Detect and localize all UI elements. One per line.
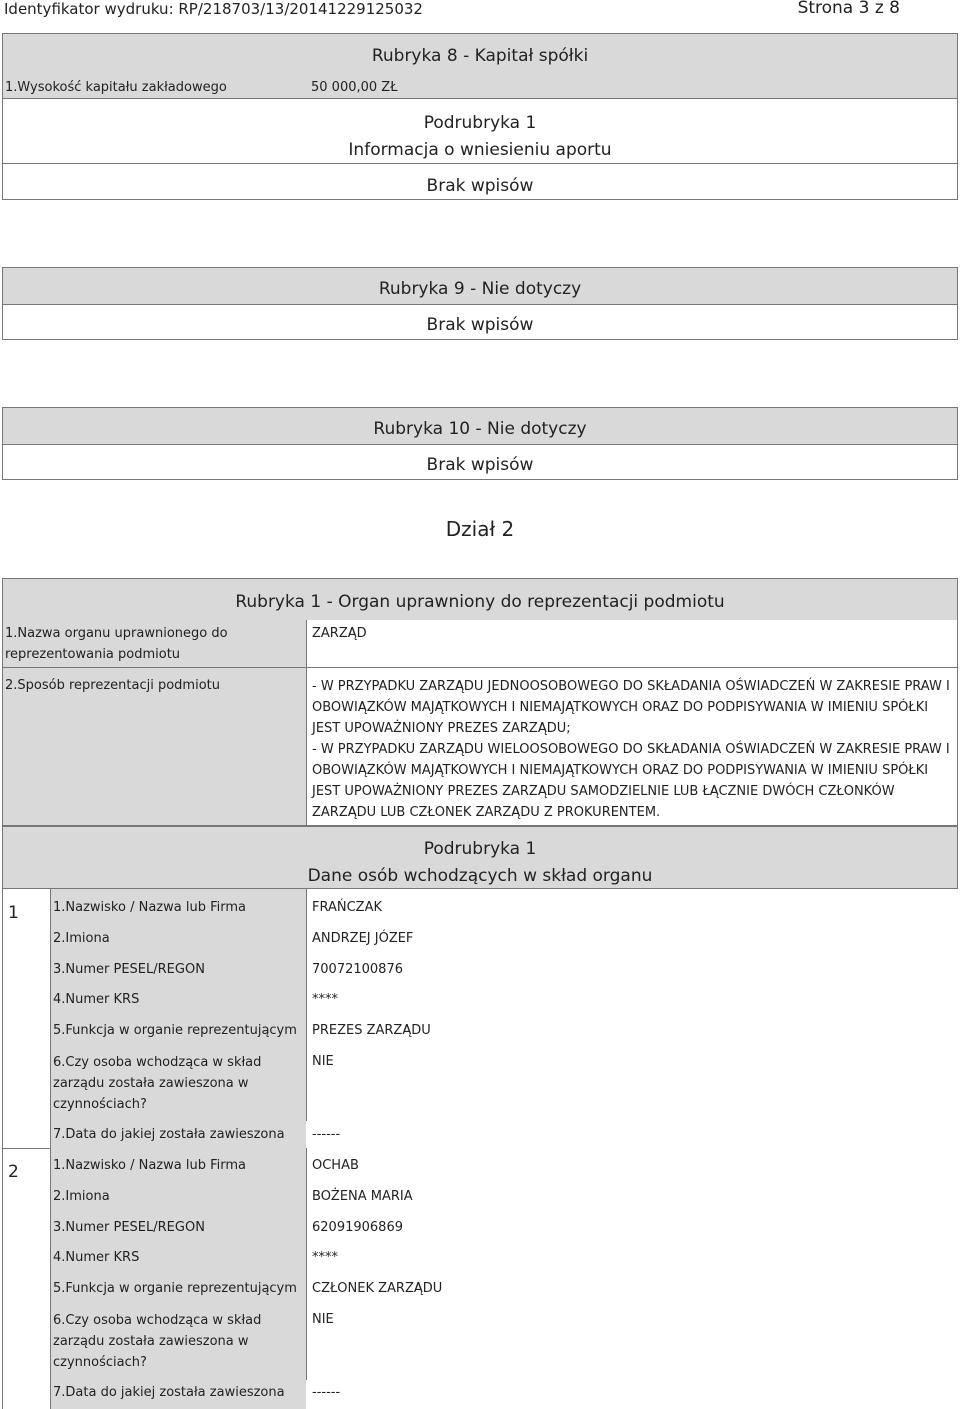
suspended-until-value: ------ [312, 1385, 341, 1400]
divider [306, 620, 307, 826]
divider [306, 889, 307, 1121]
representation-value: - W PRZYPADKU ZARZĄDU JEDNOOSOBOWEGO DO SKŁADANIA OŚWIADCZEŃ W ZAKRESIE PRAW I OBOWIĄZKÓW MAJĄTKOWYCH I NIEMAJĄTKOWYCH ORAZ DO PODPISYWANIA W IMIENIU SPÓŁKI JEST UPOWAŻNIONY PREZES ZARZĄDU; - W PRZYPADKU ZARZĄDU WIELOOSOBOWEGO DO SKŁADANIA OŚWIADCZEŃ W ZAKRESIE PRAW I OBOWIĄZKÓW MAJĄTKOWYCH I NIEMAJĄTKOWYCH ORAZ DO PODPISYWANIA W IMIENIU SPÓŁKI JEST UPOWAŻNIONY PREZES ZARZĄDU SAMODZIELNIE LUB ŁĄCZNIE DWÓCH CZŁONKÓW ZARZĄDU LUB CZŁONEK ZARZĄDU Z PROKURENTEM. [312, 679, 950, 820]
divider [2, 1148, 50, 1149]
function-label: 5.Funkcja w organie reprezentującym [53, 1281, 297, 1296]
aport-subtitle-2: Informacja o wniesieniu aportu [348, 140, 612, 160]
first-names-value: BOŻENA MARIA [312, 1189, 413, 1204]
first-names-label: 2.Imiona [53, 1189, 110, 1204]
function-value: PREZES ZARZĄDU [312, 1023, 431, 1038]
aport-empty: Brak wpisów [426, 176, 534, 196]
rubryka8-title: Rubryka 8 - Kapitał spółki [371, 46, 589, 66]
suspended-value: NIE [312, 1312, 334, 1327]
print-id: Identyfikator wydruku: RP/218703/13/20141229125032 [4, 0, 423, 18]
suspended-until-label: 7.Data do jakiej została zawieszona [53, 1127, 285, 1142]
suspended-label: 6.Czy osoba wchodząca w skład zarządu została zawieszona w czynnościach? [53, 1313, 262, 1370]
pesel-label: 3.Numer PESEL/REGON [53, 962, 205, 977]
aport-subtitle-1: Podrubryka 1 [423, 113, 537, 133]
rubryka1-title: Rubryka 1 - Organ uprawniony do reprezentacji podmiotu [235, 592, 725, 612]
page-number: Strona 3 z 8 [797, 0, 900, 18]
suspended-until-value: ------ [312, 1127, 341, 1142]
section-title: Dział 2 [445, 517, 515, 541]
suspended-label: 6.Czy osoba wchodząca w skład zarządu została zawieszona w czynnościach? [53, 1055, 262, 1112]
krs-value: **** [312, 1250, 338, 1265]
function-value: CZŁONEK ZARZĄDU [312, 1281, 443, 1296]
surname-value: OCHAB [312, 1158, 359, 1173]
divider [2, 163, 958, 164]
pesel-value: 70072100876 [312, 962, 403, 977]
rubryka10-empty: Brak wpisów [426, 455, 534, 475]
surname-value: FRAŃCZAK [312, 900, 383, 915]
rubryka9-title: Rubryka 9 - Nie dotyczy [378, 279, 582, 299]
divider [50, 889, 51, 1409]
first-names-value: ANDRZEJ JÓZEF [312, 931, 414, 946]
capital-value: 50 000,00 ZŁ [311, 80, 398, 95]
krs-value: **** [312, 992, 338, 1007]
krs-label: 4.Numer KRS [53, 992, 140, 1007]
pesel-value: 62091906869 [312, 1220, 403, 1235]
suspended-until-label: 7.Data do jakiej została zawieszona [53, 1385, 285, 1400]
representation-label: 2.Sposób reprezentacji podmiotu [5, 678, 220, 693]
first-names-label: 2.Imiona [53, 931, 110, 946]
capital-label: 1.Wysokość kapitału zakładowego [5, 80, 227, 95]
pesel-label: 3.Numer PESEL/REGON [53, 1220, 205, 1235]
rubryka9-empty: Brak wpisów [426, 315, 534, 335]
divider [2, 667, 958, 668]
surname-label: 1.Nazwisko / Nazwa lub Firma [53, 1158, 246, 1173]
function-label: 5.Funkcja w organie reprezentującym [53, 1023, 297, 1038]
person-number: 2 [8, 1162, 19, 1182]
organ-name-label: 1.Nazwa organu uprawnionego do reprezentowania podmiotu [5, 626, 228, 662]
divider [2, 444, 958, 445]
divider [306, 1148, 307, 1380]
organ-name-value: ZARZĄD [312, 626, 367, 641]
divider [2, 889, 3, 1409]
surname-label: 1.Nazwisko / Nazwa lub Firma [53, 900, 246, 915]
podrubryka-subtitle: Dane osób wchodzących w skład organu [307, 866, 653, 886]
person-number: 1 [8, 903, 19, 923]
rubryka10-title: Rubryka 10 - Nie dotyczy [373, 419, 587, 439]
podrubryka-title: Podrubryka 1 [423, 839, 537, 859]
krs-label: 4.Numer KRS [53, 1250, 140, 1265]
divider [2, 98, 958, 99]
divider [2, 304, 958, 305]
suspended-value: NIE [312, 1054, 334, 1069]
